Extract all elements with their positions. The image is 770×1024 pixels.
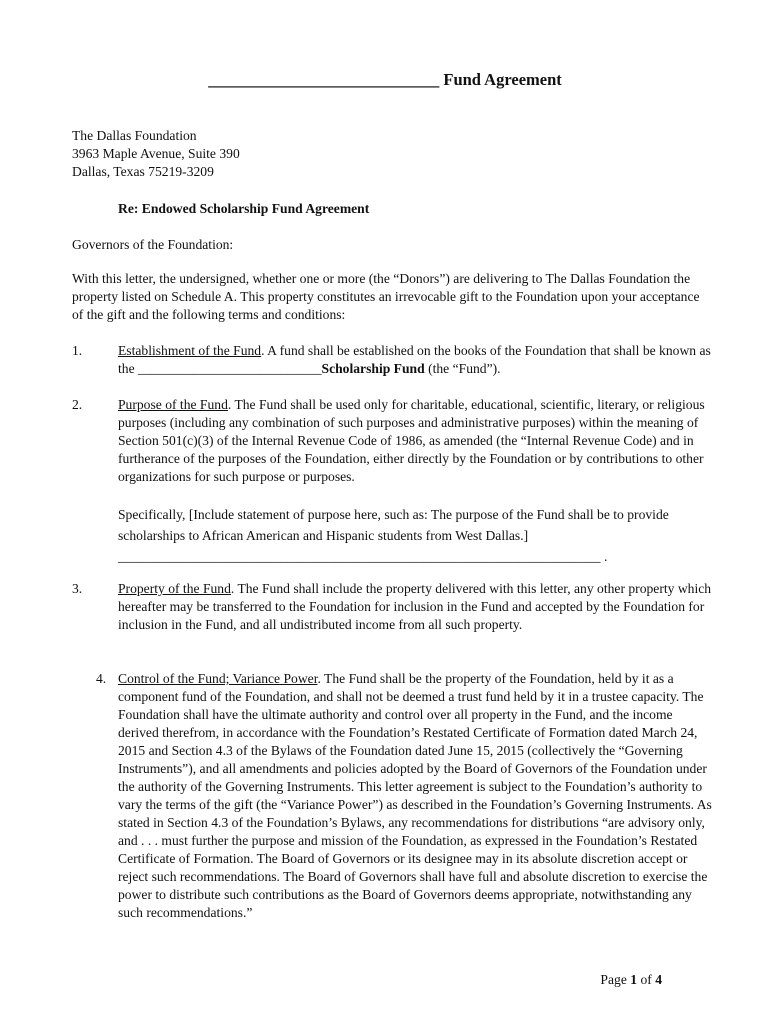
section-heading: Control of the Fund; Variance Power — [118, 671, 318, 686]
document-title — [0, 70, 770, 90]
specific-purpose-blank: _______________________________________________________________________ . — [118, 549, 608, 564]
fund-name-bold: Scholarship Fund — [321, 361, 425, 376]
section-text — [118, 670, 712, 922]
section-body-end: (the “Fund”). — [424, 361, 501, 376]
address-line: Dallas, Texas 75219-3209 — [72, 164, 214, 179]
section-body: . A fund shall be established on the books of the Foundation that shall be known as the — [118, 343, 711, 376]
section-number: 4. — [96, 671, 107, 686]
title-text: Fund Agreement — [443, 70, 562, 89]
page-footer — [600, 972, 662, 988]
section-heading: Property of the Fund — [118, 581, 231, 596]
section-number: 1. — [72, 343, 83, 358]
fund-name-blank: ___________________________ — [138, 361, 322, 376]
section-body: . The Fund shall be the property of the Foundation, held by it as a component fund of the Foundation, and shall not be deemed a trust fund held by it in a trustee capacity. The Foundation shall have the ultimate authority and control over all property in the Fund, and the income derived therefrom, in accordance with the Foundation’s Restated Certificate of Formation dated March 24, 2015 and Section 4.3 of the Bylaws of the Foundation dated June 15, 2015 (collectively the “Governing Instruments”), and all amendments and policies adopted by the Board of Governors of the Foundation under the authority of the Governing Instruments. This letter agreement is subject to the Foundation’s authority to vary the terms of the gift (the “Variance Power”) as described in the Foundation’s Governing Instruments. As stated in Section 4.3 of the Foundation’s Bylaws, any recommendations for distributions “are advisory only, and . . . must further the purpose and mission of the Foundation, as expressed in the Foundation’s Restated Certificate of Formation. The Board of Governors or its designee may in its absolute discretion accept or reject such recommendations. The Board of Governors shall have full and absolute discretion to exercise the power to distribute such contributions as the Board of Governors deems appropriate, notwithstanding any such recommendations.” — [118, 671, 712, 920]
specific-purpose-text: Specifically, [Include statement of purpose here, such as: The purpose of the Fund shall be to provide scholarships to African American and Hispanic students from West Dallas.] — [118, 507, 669, 543]
section-number: 3. — [72, 581, 83, 596]
section-heading: Establishment of the Fund — [118, 343, 262, 358]
section-body: . The Fund shall be used only for charitable, educational, scientific, literary, or religious purposes (including any combination of such purposes and administrative purposes) within the meaning of Section 501(c)(3) of the Internal Revenue Code of 1986, as amended (the “Internal Revenue Code) and in furtherance of the purposes of the Foundation, either directly by the Foundation or by contributions to other organizations for such purpose or purposes. — [118, 397, 705, 484]
title-blank: ____________________________ — [208, 70, 440, 89]
address-line: 3963 Maple Avenue, Suite 390 — [72, 146, 240, 161]
intro-paragraph: With this letter, the undersigned, whether one or more (the “Donors”) are delivering to The Dallas Foundation the property listed on Schedule A. This property constitutes an irrevocable gift to the Foundation upon your acceptance of the gift and the following terms and conditions: — [72, 271, 700, 322]
section-text — [118, 396, 712, 486]
section-body: . The Fund shall include the property delivered with this letter, any other property which hereafter may be transferred to the Foundation for inclusion in the Fund and accepted by the Foundation for inclusion in the Fund, and all undistributed income from all such property. — [118, 581, 712, 632]
re-line: Re: Endowed Scholarship Fund Agreement — [118, 201, 370, 216]
section-number: 2. — [72, 397, 83, 412]
specific-purpose — [118, 504, 712, 567]
section-heading: Purpose of the Fund — [118, 397, 228, 412]
section-text — [118, 580, 712, 634]
section-text — [118, 342, 712, 378]
page-of: of — [640, 972, 652, 987]
address-line: The Dallas Foundation — [72, 128, 197, 143]
salutation: Governors of the Foundation: — [72, 237, 234, 252]
page-total: 4 — [655, 972, 662, 987]
page-label: Page — [600, 972, 627, 987]
recipient-address — [72, 127, 712, 181]
page-number: 1 — [630, 972, 638, 987]
